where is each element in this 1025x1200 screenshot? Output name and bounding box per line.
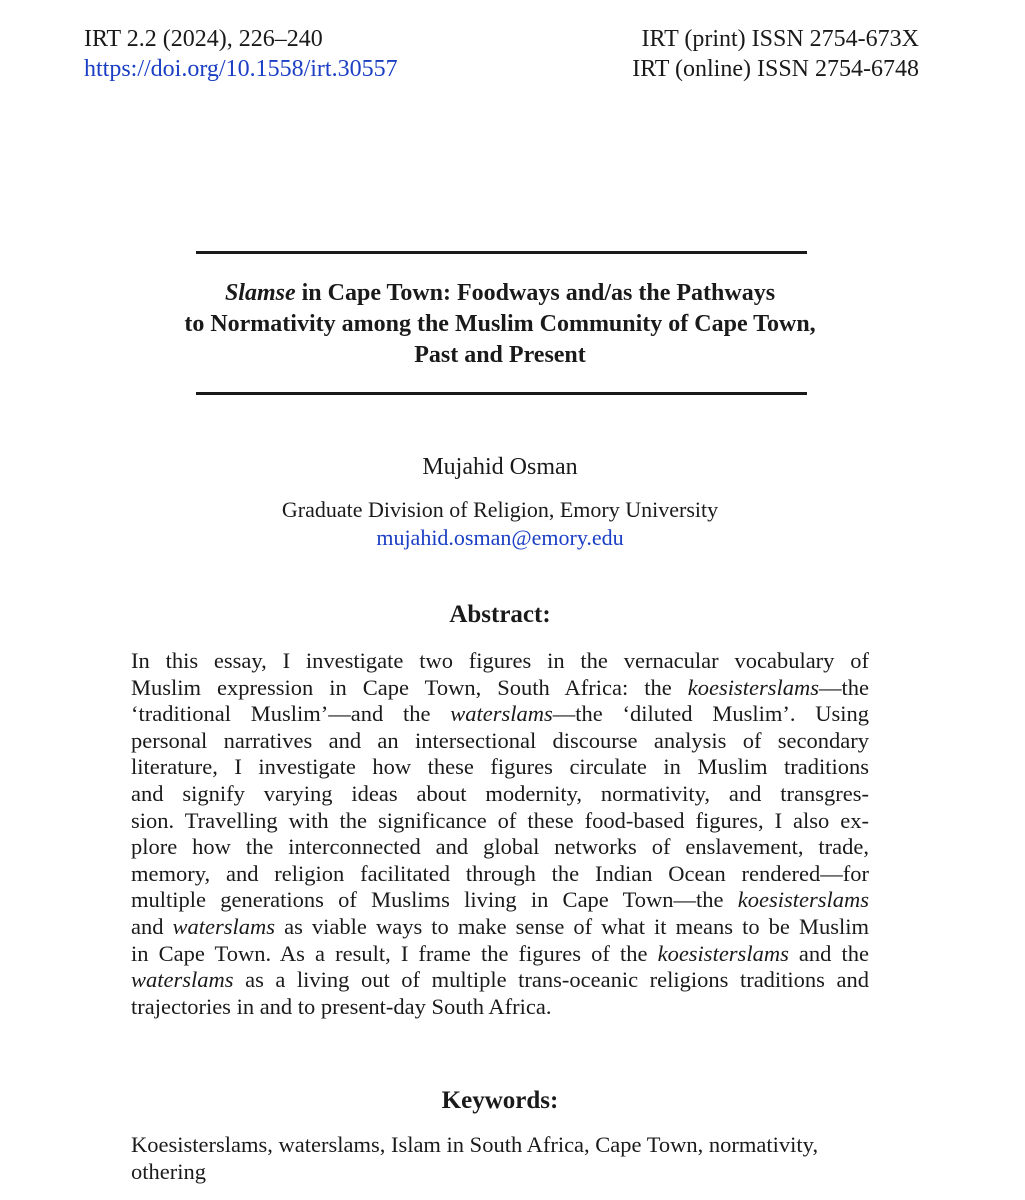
abstract-text: ‘traditional Muslim’—and the <box>131 701 451 727</box>
abstract-italic-term: waterslams <box>450 701 553 727</box>
abstract-text: as viable ways to make sense of what it means to be Muslim <box>275 913 869 939</box>
abstract-line <box>131 754 869 781</box>
abstract-line <box>131 648 869 675</box>
abstract-line <box>131 887 869 914</box>
abstract-italic-term: koesisterslams <box>737 887 869 913</box>
keywords-heading: Keywords: <box>441 1087 559 1114</box>
abstract-line <box>131 834 869 861</box>
title-top-rule <box>196 251 807 254</box>
abstract-text: and the <box>788 940 869 966</box>
author-email-link[interactable]: mujahid.osman@emory.edu <box>376 525 624 550</box>
keywords-line-2: othering <box>131 1158 206 1184</box>
abstract-line <box>131 808 869 835</box>
title-line-1-rest: in Cape Town: Foodways and/as the Pathways <box>295 280 776 306</box>
header-left <box>84 24 398 84</box>
abstract-italic-term: waterslams <box>172 913 276 939</box>
title-italic-word: Slamse <box>224 280 296 306</box>
abstract-italic-term: koesisterslams <box>687 674 819 700</box>
abstract-text: memory, and religion facilitated through the Indian Ocean rendered—for <box>131 860 869 886</box>
abstract-text: multiple generations of Muslims living in Cape Town—the <box>131 887 738 913</box>
abstract-text: sion. Travelling with the significance of these food-based figures, I also ex- <box>131 807 869 833</box>
journal-reference: IRT 2.2 (2024), 226–240 <box>84 26 323 52</box>
abstract-line <box>131 675 869 702</box>
abstract-line <box>131 728 869 755</box>
abstract-line <box>131 941 869 968</box>
title-line-3: Past and Present <box>414 342 586 368</box>
abstract-line <box>131 994 869 1021</box>
issn-print: IRT (print) ISSN 2754-673X <box>641 26 919 52</box>
abstract-italic-term: waterslams <box>131 967 234 993</box>
doi-link[interactable]: https://doi.org/10.1558/irt.30557 <box>84 56 398 82</box>
header-right <box>632 24 919 84</box>
keywords-line-1: Koesisterslams, waterslams, Islam in South Africa, Cape Town, normativity, <box>131 1132 819 1157</box>
abstract-line <box>131 781 869 808</box>
abstract-text: personal narratives and an intersectional discourse analysis of secondary <box>131 727 869 753</box>
issn-online: IRT (online) ISSN 2754-6748 <box>632 56 919 82</box>
abstract-line <box>131 967 869 994</box>
keywords-body <box>131 1132 869 1185</box>
abstract-text: In this essay, I investigate two figures in the vernacular vocabulary of <box>131 648 869 673</box>
abstract-text: literature, I investigate how these figures circulate in Muslim traditions <box>131 754 869 780</box>
author-name: Mujahid Osman <box>422 454 578 480</box>
abstract-line <box>131 861 869 888</box>
abstract-text: Muslim expression in Cape Town, South Africa: the <box>131 674 688 700</box>
abstract-text: and <box>131 913 173 939</box>
title-bottom-rule <box>196 392 807 395</box>
abstract-text: and signify varying ideas about modernity, normativity, and transgres- <box>131 780 869 806</box>
abstract-text: trajectories in and to present-day South Africa. <box>131 993 552 1019</box>
title-line-1 <box>100 278 900 309</box>
abstract-heading: Abstract: <box>449 601 551 628</box>
abstract-text: plore how the interconnected and global networks of enslavement, trade, <box>131 834 869 860</box>
abstract-text: —the <box>819 674 869 700</box>
article-title <box>100 278 900 371</box>
author-affiliation: Graduate Division of Religion, Emory University <box>281 497 719 522</box>
abstract-text: in Cape Town. As a result, I frame the figures of the <box>131 940 658 966</box>
abstract-italic-term: koesisterslams <box>657 940 789 966</box>
abstract-body <box>131 648 869 1020</box>
abstract-line <box>131 914 869 941</box>
abstract-line <box>131 701 869 728</box>
abstract-text: —the ‘diluted Muslim’. Using <box>552 701 869 727</box>
title-line-2: to Normativity among the Muslim Community of Cape Town, <box>184 311 816 337</box>
abstract-text: as a living out of multiple trans-oceanic religions traditions and <box>233 967 869 993</box>
